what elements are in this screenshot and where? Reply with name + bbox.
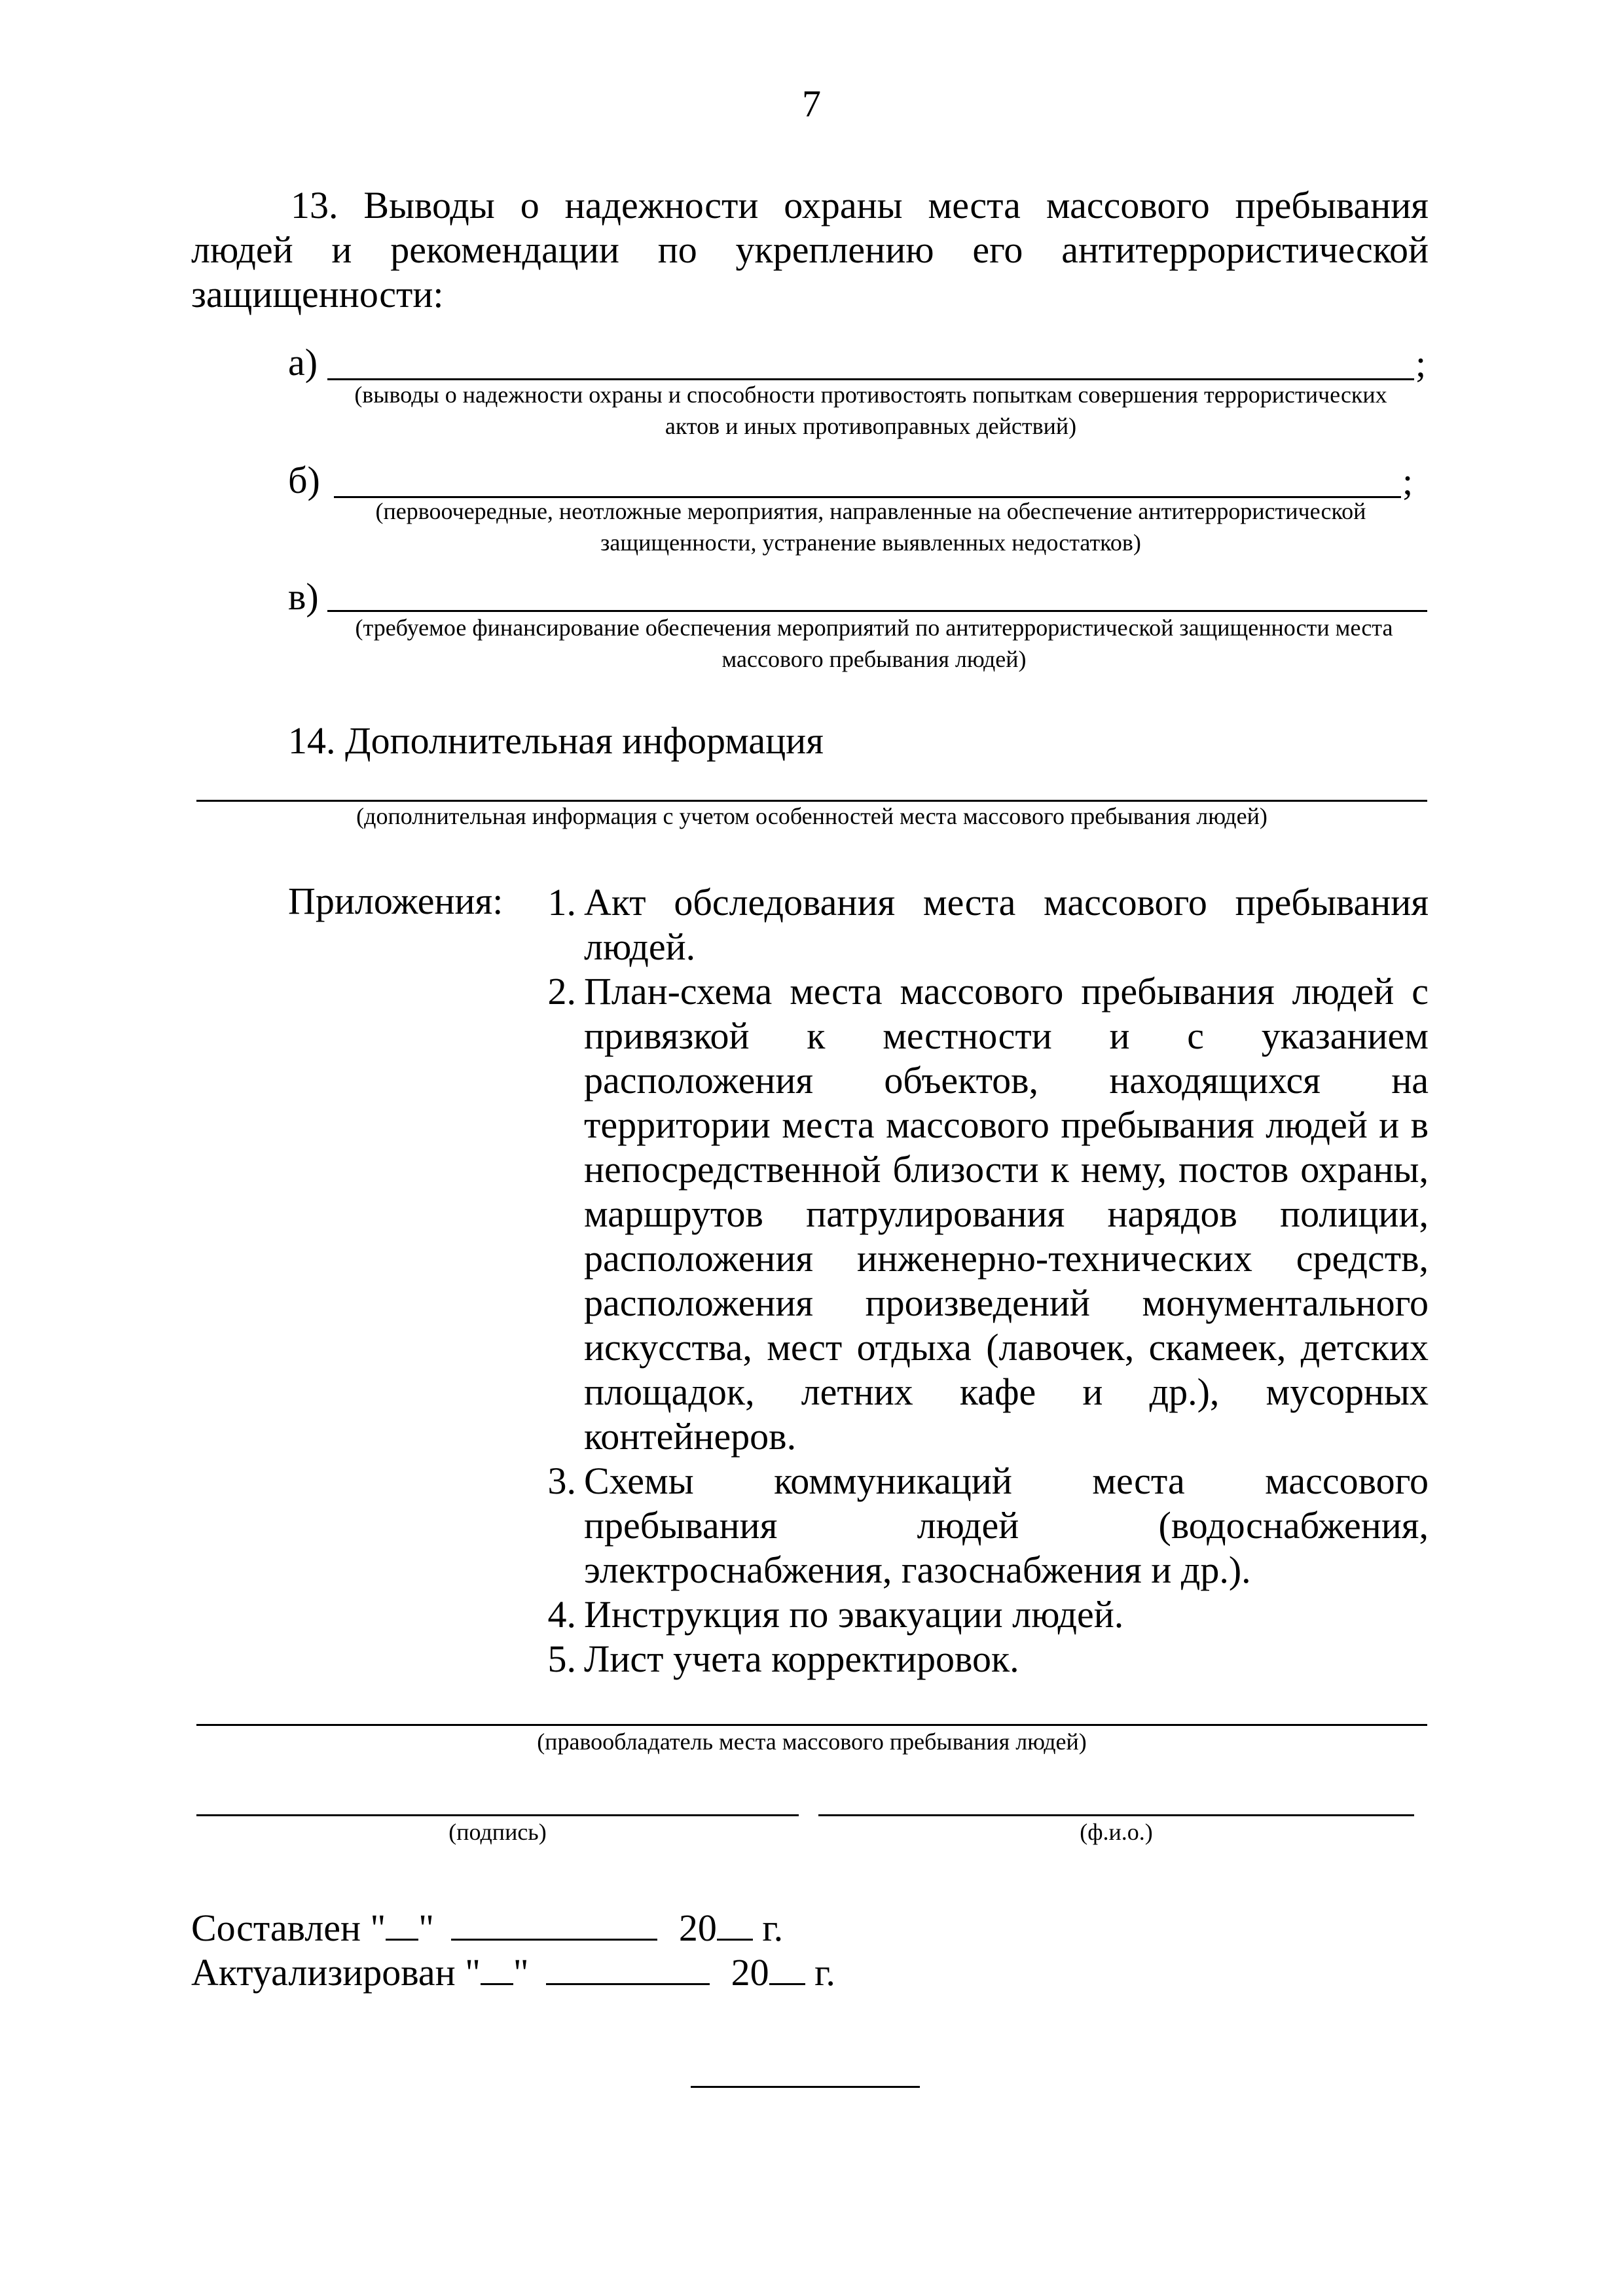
item-b-caption-2: защищенности, устранение выявленных недостатков) bbox=[600, 529, 1141, 556]
attachment-2-line-11: контейнеров. bbox=[584, 1415, 797, 1458]
compiled-year-blank[interactable] bbox=[717, 1910, 753, 1941]
attachment-1-line-1: Акт обследования места массового пребывания bbox=[584, 881, 1429, 924]
updated-month-blank[interactable] bbox=[546, 1954, 710, 1985]
item-b-label: б) bbox=[288, 459, 320, 501]
attachment-5-number: 5. bbox=[547, 1638, 576, 1680]
attachment-4-line-1: Инструкция по эвакуации людей. bbox=[584, 1593, 1124, 1636]
updated-label: Актуализирован " bbox=[191, 1951, 481, 1994]
compiled-year-suffix: г. bbox=[762, 1907, 784, 1949]
attachment-2-line-2: привязкой к местности и с указанием bbox=[584, 1014, 1429, 1057]
attachments-label: Приложения: bbox=[288, 880, 503, 922]
updated-year-suffix: г. bbox=[814, 1951, 835, 1994]
attachment-2-line-5: непосредственной близости к нему, постов охраны, bbox=[584, 1148, 1429, 1191]
attachment-2-line-10: площадок, летних кафе и др.), мусорных bbox=[584, 1371, 1429, 1413]
attachment-1-number: 1. bbox=[547, 881, 576, 924]
attachment-2-line-9: искусства, мест отдыха (лавочек, скамеек, детских bbox=[584, 1326, 1429, 1369]
attachment-4-number: 4. bbox=[547, 1593, 576, 1636]
item-v-label: в) bbox=[288, 575, 319, 618]
section-14-caption: (дополнительная информация с учетом особенностей места массового пребывания людей) bbox=[356, 803, 1267, 829]
attachment-1-line-2: людей. bbox=[584, 925, 696, 968]
signature-caption: (подпись) bbox=[448, 1819, 547, 1845]
attachment-2-number: 2. bbox=[547, 970, 576, 1013]
page-number: 7 bbox=[802, 82, 821, 125]
fio-caption: (ф.и.о.) bbox=[1080, 1819, 1153, 1845]
section-14-title: 14. Дополнительная информация bbox=[288, 719, 824, 762]
compiled-date-line bbox=[191, 1906, 783, 1950]
attachment-2-line-1: План-схема места массового пребывания людей с bbox=[584, 970, 1429, 1013]
attachment-2-line-7: расположения инженерно-технических средств, bbox=[584, 1237, 1429, 1280]
updated-year-prefix: 20 bbox=[731, 1951, 769, 1994]
item-a-caption-2: актов и иных противоправных действий) bbox=[665, 413, 1077, 439]
attachment-2-line-3: расположения объектов, находящихся на bbox=[584, 1059, 1429, 1102]
item-a-label: а) bbox=[288, 341, 318, 384]
item-v-caption-2: массового пребывания людей) bbox=[721, 646, 1027, 672]
updated-date-line bbox=[191, 1950, 835, 1994]
attachment-5-line-1: Лист учета корректировок. bbox=[584, 1638, 1019, 1680]
item-a-semicolon: ; bbox=[1415, 342, 1427, 385]
holder-fill-line[interactable] bbox=[196, 1724, 1427, 1726]
updated-year-blank[interactable] bbox=[769, 1954, 805, 1985]
attachment-2-line-8: расположения произведений монументального bbox=[584, 1282, 1429, 1324]
attachment-2-line-6: маршрутов патрулирования нарядов полиции, bbox=[584, 1193, 1429, 1235]
compiled-day-blank[interactable] bbox=[386, 1910, 418, 1941]
item-b-semicolon: ; bbox=[1402, 460, 1413, 503]
item-v-caption-1: (требуемое финансирование обеспечения мероприятий по антитеррористической защищенности места bbox=[355, 615, 1393, 641]
attachment-3-line-2: пребывания людей (водоснабжения, bbox=[584, 1504, 1429, 1547]
attachment-3-line-1: Схемы коммуникаций места массового bbox=[584, 1460, 1429, 1502]
signature-fill-line[interactable] bbox=[196, 1814, 799, 1816]
attachment-3-number: 3. bbox=[547, 1460, 576, 1502]
compiled-label: Составлен " bbox=[191, 1907, 386, 1949]
compiled-year-prefix: 20 bbox=[678, 1907, 717, 1949]
fio-fill-line[interactable] bbox=[818, 1814, 1414, 1816]
updated-day-blank[interactable] bbox=[481, 1954, 513, 1985]
section-13-line-1: 13. Выводы о надежности охраны места массового пребывания bbox=[291, 184, 1429, 226]
section-13-line-3: защищенности: bbox=[191, 273, 444, 315]
updated-quote-close: " bbox=[513, 1951, 529, 1994]
item-a-caption-1: (выводы о надежности охраны и способности противостоять попыткам совершения террористических bbox=[354, 382, 1387, 408]
compiled-quote-close: " bbox=[418, 1907, 434, 1949]
compiled-month-blank[interactable] bbox=[451, 1910, 657, 1941]
end-separator bbox=[691, 2086, 920, 2088]
holder-caption: (правообладатель места массового пребывания людей) bbox=[537, 1729, 1087, 1755]
attachment-3-line-3: электроснабжения, газоснабжения и др.). bbox=[584, 1549, 1251, 1591]
item-b-caption-1: (первоочередные, неотложные мероприятия, направленные на обеспечение антитеррористической bbox=[375, 498, 1366, 524]
section-13-line-2: людей и рекомендации по укреплению его антитеррористической bbox=[191, 228, 1429, 271]
attachment-2-line-4: территории места массового пребывания людей и в bbox=[584, 1103, 1429, 1146]
item-v-fill-line[interactable] bbox=[327, 610, 1427, 612]
